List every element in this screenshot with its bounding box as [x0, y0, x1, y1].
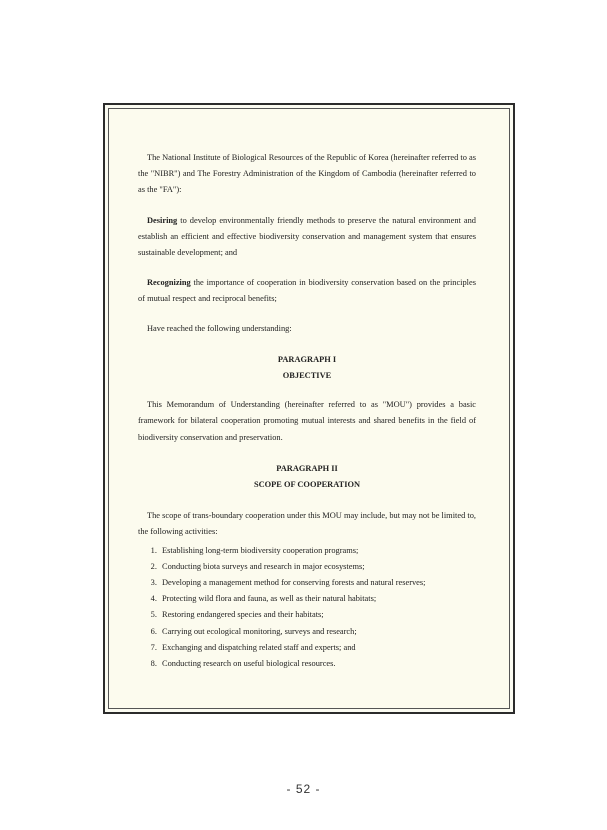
page-number: - 52 - [286, 782, 321, 796]
desiring-keyword: Desiring [147, 215, 178, 225]
list-item: 4. Protecting wild flora and fauna, as well as their natural habitats; [159, 591, 476, 607]
list-item: 5. Restoring endangered species and their habitats; [159, 607, 476, 623]
paragraph1-subheading: OBJECTIVE [282, 371, 332, 381]
document-body [138, 150, 476, 672]
recognizing-text: the importance of cooperation in biodiversity conservation based on the principles of mutual respect and reciprocal benefits; [138, 278, 476, 304]
desiring-text: to develop environmentally friendly methods to preserve the natural environment and establish an efficient and effective biodiversity conservation and management system that ensures sustainable development; and [138, 215, 476, 258]
paragraph2-heading: PARAGRAPH II [276, 463, 338, 473]
paragraph2-text: The scope of trans-boundary cooperation under this MOU may include, but may not be limited to, the following activities: [138, 511, 476, 537]
recognizing-paragraph [138, 275, 476, 307]
reached-paragraph: Have reached the following understanding: [147, 323, 292, 333]
desiring-paragraph [138, 213, 476, 262]
list-item: 1. Establishing long-term biodiversity cooperation programs; [159, 543, 476, 559]
activities-list [138, 543, 476, 673]
paragraph1-text: This Memorandum of Understanding (hereinafter referred to as "MOU") provides a basic framework for bilateral cooperation promoting mutual interests and shared benefits in the field of biodiversity conservation and preservation. [138, 400, 476, 442]
paragraph2-subheading: SCOPE OF COOPERATION [253, 480, 361, 490]
paragraph1-heading: PARAGRAPH I [277, 354, 337, 364]
list-item: 3. Developing a management method for conserving forests and natural reserves; [159, 575, 476, 591]
list-item: 8. Conducting research on useful biological resources. [159, 656, 476, 672]
intro-paragraph: The National Institute of Biological Resources of the Republic of Korea (hereinafter referred to as the "NIBR") and The Forestry Administration of the Kingdom of Cambodia (hereinafter referred to as the "FA"): [138, 153, 476, 195]
list-item: 2. Conducting biota surveys and research in major ecosystems; [159, 559, 476, 575]
recognizing-keyword: Recognizing [147, 278, 191, 288]
list-item: 6. Carrying out ecological monitoring, surveys and research; [159, 624, 476, 640]
list-item: 7. Exchanging and dispatching related staff and experts; and [159, 640, 476, 656]
